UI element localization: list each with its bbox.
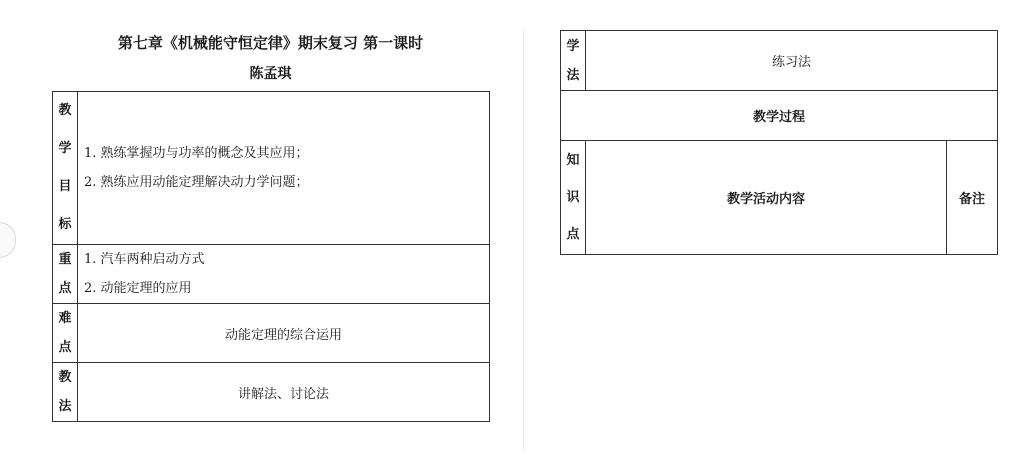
key-points-label: [53, 245, 78, 304]
document-title: 第七章《机械能守恒定律》期末复习 第一课时: [117, 34, 424, 52]
objective-item: 1. 熟练掌握功与功率的概念及其应用；: [84, 146, 309, 161]
key-point-item: 2. 动能定理的应用: [84, 281, 192, 296]
label-char: 点: [566, 227, 580, 242]
difficulty-row: [53, 304, 490, 363]
label-char: 标: [58, 217, 72, 232]
process-header-row: [561, 91, 998, 141]
difficulty-content: 动能定理的综合运用: [78, 304, 490, 363]
knowledge-point-row: [561, 141, 998, 255]
label-char: 难: [58, 311, 72, 326]
label-char: 识: [566, 190, 580, 205]
key-point-item: 1. 汽车两种启动方式: [84, 252, 205, 267]
activity-content-header: 教学活动内容: [586, 141, 947, 255]
label-char: 重: [58, 252, 72, 267]
teaching-method-row: [53, 363, 490, 422]
label-char: 目: [58, 179, 72, 194]
label-char: 知: [566, 153, 580, 168]
label-char: 法: [566, 67, 580, 83]
difficulty-label: [53, 304, 78, 363]
key-points-content: [78, 245, 490, 304]
learning-method-content: 练习法: [586, 31, 998, 91]
knowledge-point-label: [561, 141, 586, 255]
objective-item: 2. 熟练应用动能定理解决动力学问题；: [84, 175, 309, 190]
key-points-row: [53, 245, 490, 304]
objectives-row: [53, 92, 490, 245]
lesson-plan-table-right: [560, 30, 998, 255]
objectives-content: [78, 92, 490, 245]
teaching-method-label: [53, 363, 78, 422]
lesson-plan-table-left: [52, 91, 490, 422]
teaching-method-content: 讲解法、讨论法: [78, 363, 490, 422]
label-char: 点: [58, 281, 72, 296]
label-char: 法: [58, 399, 72, 414]
label-char: 点: [58, 340, 72, 355]
side-nav-handle[interactable]: [0, 222, 16, 258]
label-char: 学: [58, 141, 72, 156]
learning-method-row: [561, 31, 998, 91]
label-char: 学: [566, 38, 580, 54]
objectives-label: [53, 92, 78, 245]
learning-method-label: [561, 31, 586, 91]
page-divider: [523, 30, 524, 450]
label-char: 教: [58, 103, 72, 118]
label-char: 教: [58, 370, 72, 385]
teaching-process-header: 教学过程: [561, 91, 998, 141]
document-author: 陈孟琪: [249, 66, 292, 82]
remarks-header: 备注: [947, 141, 998, 255]
